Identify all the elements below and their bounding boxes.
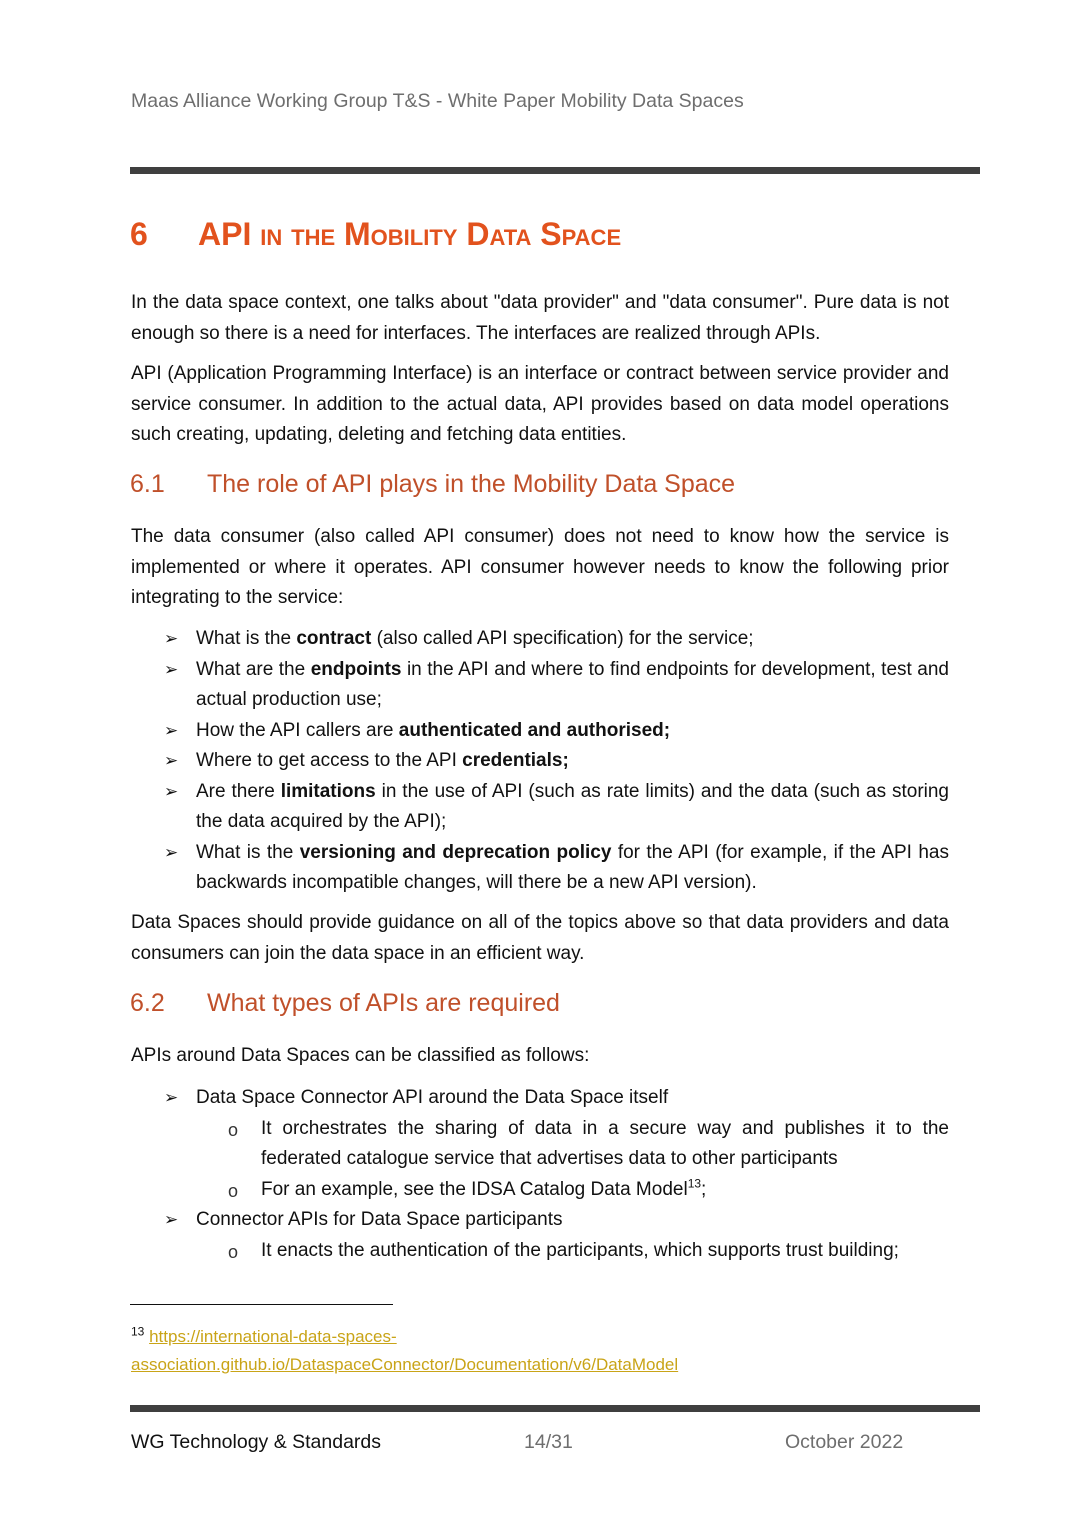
arrow-bullet-icon: ➢ [164, 842, 179, 862]
paragraph: In the data space context, one talks about "data provider" and "data consumer". Pure data is not enough so there is a need for interfaces. The interfaces are realized through APIs. [131, 292, 949, 344]
sub-list-item: o It orchestrates the sharing of data in a secure way and publishes it to the federated catalogue service that advertises data to other participants [196, 1114, 949, 1175]
page-number: 14/31 [524, 1431, 573, 1453]
footnote-ref[interactable]: 13 [687, 1176, 702, 1191]
arrow-bullet-icon: ➢ [164, 629, 179, 648]
arrow-bullet-icon: ➢ [164, 751, 179, 770]
api-types-list [131, 1083, 949, 1266]
arrow-bullet-icon: ➢ [164, 1210, 179, 1229]
arrow-bullet-icon: ➢ [164, 659, 179, 679]
footnote-separator [130, 1304, 393, 1305]
sub-list-item: o It enacts the authentication of the participants, which supports trust building; [196, 1236, 949, 1267]
section-title: What types of APIs are required [207, 989, 560, 1017]
footnote-number: 13 [131, 1324, 145, 1339]
paragraph: Data Spaces should provide guidance on all of the topics above so that data providers and data consumers can join the data space in an efficient way. [131, 912, 949, 964]
sub-list [196, 1236, 949, 1267]
header-rule [130, 167, 980, 174]
paragraph: APIs around Data Spaces can be classified as follows: [131, 1045, 590, 1066]
requirements-list [131, 624, 949, 899]
circle-bullet-icon: o [228, 1180, 239, 1201]
paragraph: API (Application Programming Interface) is an interface or contract between service provider and service consumer. In addition to the actual data, API provides based on data model operations such creating, updating, deleting and fetching data entities. [131, 363, 949, 445]
list-item: ➢ Where to get access to the API credentials; [131, 746, 949, 777]
section-number: 6 [130, 216, 148, 252]
list-item: ➢ What is the versioning and deprecation policy for the API (for example, if the API has backwards incompatible changes, will there be a new API version). [131, 838, 949, 899]
section-number: 6.1 [130, 470, 165, 498]
arrow-bullet-icon: ➢ [164, 1088, 179, 1107]
list-item: ➢ Connector APIs for Data Space participants o It enacts the authentication of the participants, which supports trust building; [131, 1205, 949, 1266]
circle-bullet-icon: o [228, 1241, 239, 1262]
circle-bullet-icon: o [228, 1119, 239, 1140]
footnote [131, 1323, 831, 1379]
sub-list-item: o For an example, see the IDSA Catalog Data Model$^{13}$; [196, 1175, 949, 1206]
list-item: ➢ What is the contract (also called API specification) for the service; [131, 624, 949, 655]
section-title: API in the Mobility Data Space [198, 216, 622, 252]
footer-rule [130, 1405, 980, 1412]
arrow-bullet-icon: ➢ [164, 781, 179, 801]
list-item: ➢ Data Space Connector API around the Data Space itself o It orchestrates the sharing of data in a secure way and publishes it to the federated catalogue service that advertises data to other participants o For an example, see the IDSA Catalog Data Model$^{13}$; [131, 1083, 949, 1205]
running-header: Maas Alliance Working Group T&S - White Paper Mobility Data Spaces [131, 90, 744, 112]
footer-group-name: WG Technology & Standards [131, 1431, 382, 1453]
sub-list [196, 1114, 949, 1206]
footnote-link[interactable]: https://international-data-spaces- association.github.io/DataspaceConnector/Documentation/v6/DataModel [131, 1327, 679, 1374]
section-title: The role of API plays in the Mobility Data Space [207, 470, 736, 498]
arrow-bullet-icon: ➢ [164, 720, 179, 740]
list-item: ➢ What are the endpoints in the API and where to find endpoints for development, test and actual production use; [131, 655, 949, 716]
paragraph: The data consumer (also called API consumer) does not need to know how the service is implemented or where it operates. API consumer however needs to know the following prior integrating to the service: [131, 526, 949, 608]
list-item: ➢ How the API callers are authenticated and authorised; [131, 716, 949, 747]
section-number: 6.2 [130, 989, 165, 1017]
list-item: ➢ Are there limitations in the use of API (such as rate limits) and the data (such as storing the data acquired by the API); [131, 777, 949, 838]
footer-date: October 2022 [785, 1431, 904, 1453]
